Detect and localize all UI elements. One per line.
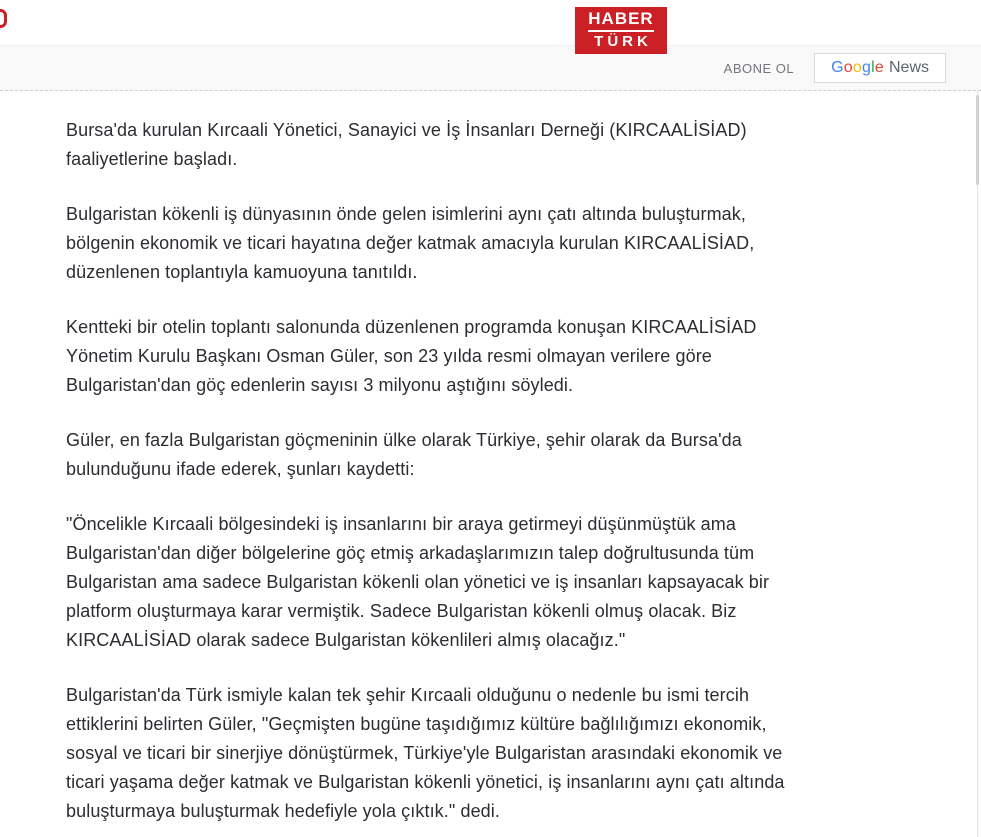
google-letter: e — [874, 59, 884, 76]
article-paragraph: Güler, en fazla Bulgaristan göçmeninin ülke olarak Türkiye, şehir olarak da Bursa'da bulunduğunu ifade ederek, şunları kaydetti: — [66, 430, 742, 479]
haberturk-logo-line2: TÜRK — [594, 33, 652, 51]
google-letter: G — [831, 59, 844, 76]
header-top-strip — [0, 0, 981, 45]
subscribe-link[interactable]: ABONE OL — [723, 60, 795, 76]
google-letter: g — [862, 59, 872, 76]
haberturk-logo-line1: HABER — [588, 10, 653, 32]
article-paragraph: Bursa'da kurulan Kırcaali Yönetici, Sanayici ve İş İnsanları Derneği (KIRCAALİSİAD) faaliyetlerine başladı. — [66, 120, 747, 169]
article-paragraph: Kentteki bir otelin toplantı salonunda düzenlenen programda konuşan KIRCAALİSİAD Yönetim Kurulu Başkanı Osman Güler, son 23 yılda resmi olmayan verilere göre Bulgaristan'dan göç edenlerin sayısı 3 milyonu aştığını söyledi. — [66, 317, 757, 395]
google-letter: o — [843, 59, 853, 76]
article-paragraph: Bulgaristan'da Türk ismiyle kalan tek şehir Kırcaali olduğunu o nedenle bu ismi tercih ettiklerini belirten Güler, "Geçmişten bugüne taşıdığımız kültüre bağlılığımızı ekonomik, sosyal ve ticari bir sinerjiye dönüştürmek, Türkiye'yle Bulgaristan arasındaki ekonomik ve ticari yaşama değer katmak ve Bulgaristan kökenli yönetici, iş insanlarını aynı çatı altında buluşturmaya buluşturmak hedefiyle yola çıktık." dedi. — [66, 685, 785, 821]
scrollbar[interactable] — [976, 95, 979, 185]
article-body — [66, 116, 806, 837]
partial-logo-icon — [0, 9, 7, 28]
article-paragraph: "Öncelikle Kırcaali bölgesindeki iş insanlarını bir araya getirmeyi düşünmüştük ama Bulgaristan'dan diğer bölgelerine göç etmiş arkadaşlarımızın talep doğrultusunda tüm Bulgaristan ama sadece Bulgaristan kökenli olan yönetici ve iş insanları kapsayacak bir platform oluşturmaya karar vermiştik. Sadece Bulgaristan kökenli olmuş olacak. Biz KIRCAALİSİAD olarak sadece Bulgaristan kökenlileri almış olacağız." — [66, 514, 770, 650]
google-news-button[interactable] — [814, 53, 946, 83]
header-sub-bar — [0, 45, 981, 91]
haberturk-logo[interactable] — [575, 7, 667, 54]
google-letter: l — [871, 59, 875, 76]
google-letter: o — [852, 59, 862, 76]
article-paragraph: Bulgaristan kökenli iş dünyasının önde gelen isimlerini aynı çatı altında buluşturmak, bölgenin ekonomik ve ticari hayatına değer katmak amacıyla kurulan KIRCAALİSİAD, düzenlenen toplantıyla kamuoyuna tanıtıldı. — [66, 204, 755, 282]
google-logo-wordmark — [831, 59, 884, 77]
google-news-label: News — [888, 59, 929, 76]
content-right-border — [977, 91, 978, 837]
